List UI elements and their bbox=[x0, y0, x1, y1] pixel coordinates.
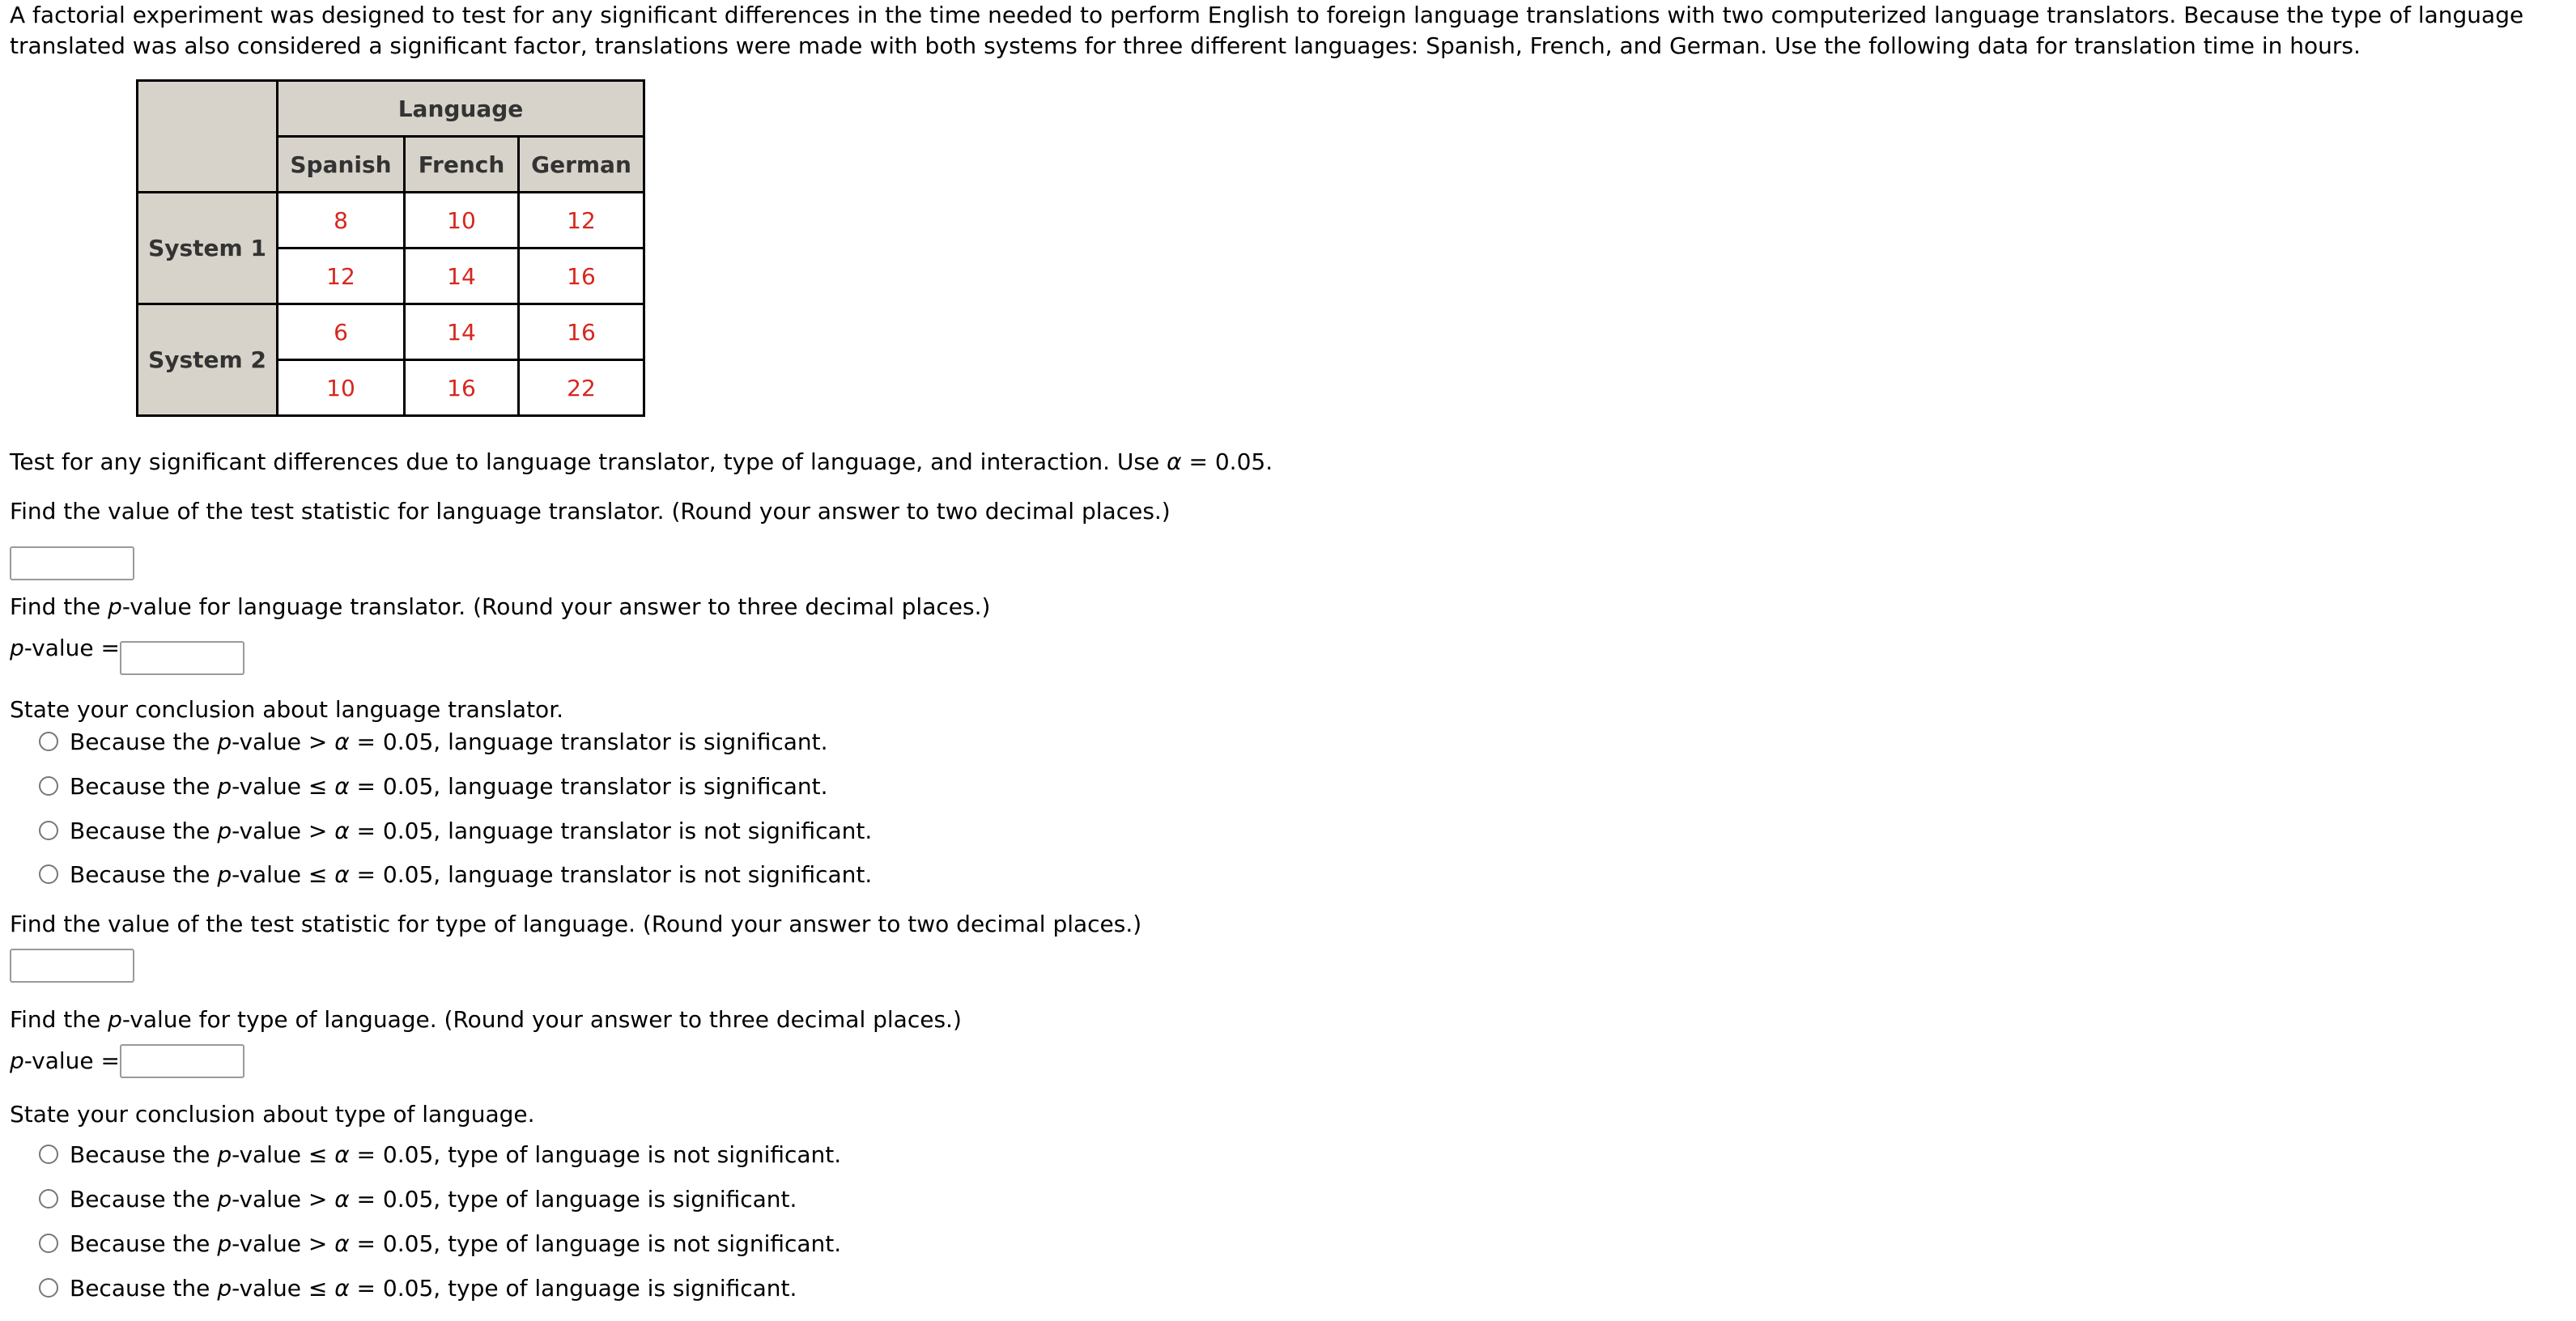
radio-button[interactable] bbox=[39, 1234, 58, 1253]
option-label bbox=[70, 1275, 797, 1302]
text: Test for any significant differences due to language translator, type of language, and interaction. Use bbox=[10, 448, 1167, 475]
p-symbol: p bbox=[217, 1230, 232, 1257]
radio-button[interactable] bbox=[39, 1145, 58, 1164]
table-cell: 10 bbox=[405, 193, 519, 248]
translation-time-table bbox=[136, 79, 645, 417]
text: -value = bbox=[23, 1047, 120, 1074]
text: Because the bbox=[70, 860, 218, 888]
alpha-symbol: α bbox=[334, 1274, 350, 1302]
radio-button[interactable] bbox=[39, 1189, 58, 1208]
column-header-spanish: Spanish bbox=[278, 137, 405, 193]
p-symbol: p bbox=[217, 1185, 232, 1213]
text: = 0.05, type of language is significant. bbox=[349, 1185, 797, 1213]
text: -value = bbox=[23, 635, 120, 661]
language-option-3[interactable] bbox=[39, 1227, 841, 1259]
text: -value > bbox=[232, 728, 335, 755]
text: = 0.05, language translator is not significant. bbox=[349, 860, 873, 888]
question-language-pvalue bbox=[10, 1005, 962, 1034]
text: -value > bbox=[232, 1185, 335, 1213]
p-symbol: p bbox=[10, 1047, 24, 1074]
table-cell: 16 bbox=[405, 360, 519, 416]
option-label bbox=[70, 728, 828, 755]
language-option-4[interactable] bbox=[39, 1272, 797, 1304]
option-label bbox=[70, 861, 872, 888]
radio-button[interactable] bbox=[39, 821, 58, 840]
text: -value > bbox=[232, 817, 335, 844]
table-cell: 14 bbox=[405, 304, 519, 360]
text: = 0.05, language translator is significant. bbox=[349, 728, 828, 755]
translator-option-1[interactable] bbox=[39, 725, 828, 758]
radio-button[interactable] bbox=[39, 864, 58, 884]
translator-option-3[interactable] bbox=[39, 814, 872, 847]
p-symbol: p bbox=[217, 772, 232, 800]
alpha-symbol: α bbox=[1167, 448, 1182, 475]
translator-statistic-input[interactable] bbox=[10, 546, 134, 580]
text: = 0.05, language translator is not significant. bbox=[349, 817, 873, 844]
intro-paragraph: A factorial experiment was designed to test for any significant differences in the time needed to perform English to foreign language translations with two computerized language translators. Because the type of language translated was also considered a significant factor, translations were made with both systems for three different languages: Spanish, French, and German. Use the following data for translation time in hours. bbox=[10, 2, 2524, 59]
radio-button[interactable] bbox=[39, 776, 58, 796]
question-translator-pvalue bbox=[10, 593, 990, 622]
language-option-2[interactable] bbox=[39, 1183, 797, 1215]
p-symbol: p bbox=[217, 728, 232, 755]
text: Because the bbox=[70, 772, 218, 800]
test-instruction bbox=[10, 448, 1273, 477]
radio-button[interactable] bbox=[39, 732, 58, 751]
alpha-symbol: α bbox=[334, 860, 350, 888]
row-header-system-2: System 2 bbox=[138, 304, 278, 416]
question-language-conclusion: State your conclusion about type of language. bbox=[10, 1101, 535, 1128]
translator-option-2[interactable] bbox=[39, 770, 828, 802]
text: -value ≤ bbox=[232, 860, 335, 888]
text: Because the bbox=[70, 1230, 218, 1257]
p-symbol: p bbox=[108, 593, 122, 620]
language-option-1[interactable] bbox=[39, 1138, 841, 1170]
table-cell: 12 bbox=[519, 193, 644, 248]
p-symbol: p bbox=[217, 860, 232, 888]
option-label bbox=[70, 773, 828, 800]
text: Because the bbox=[70, 1185, 218, 1213]
language-pvalue-input[interactable] bbox=[120, 1044, 244, 1078]
alpha-symbol: α bbox=[334, 817, 350, 844]
alpha-symbol: α bbox=[334, 1140, 350, 1168]
column-header-french: French bbox=[405, 137, 519, 193]
column-header-german: German bbox=[519, 137, 644, 193]
alpha-symbol: α bbox=[334, 1185, 350, 1213]
language-statistic-input[interactable] bbox=[10, 949, 134, 983]
row-header-system-1: System 1 bbox=[138, 193, 278, 304]
text: Because the bbox=[70, 1274, 218, 1302]
text: -value > bbox=[232, 1230, 335, 1257]
alpha-symbol: α bbox=[334, 772, 350, 800]
text: = 0.05. bbox=[1181, 448, 1273, 475]
option-label bbox=[70, 1141, 841, 1168]
table-cell: 22 bbox=[519, 360, 644, 416]
text: Because the bbox=[70, 817, 218, 844]
table-cell: 16 bbox=[519, 248, 644, 304]
p-symbol: p bbox=[217, 817, 232, 844]
table-cell: 14 bbox=[405, 248, 519, 304]
text: -value ≤ bbox=[232, 772, 335, 800]
text: -value ≤ bbox=[232, 1274, 335, 1302]
table-corner-cell bbox=[138, 81, 278, 193]
text: = 0.05, type of language is significant. bbox=[349, 1274, 797, 1302]
text: Because the bbox=[70, 1140, 218, 1168]
p-symbol: p bbox=[108, 1006, 122, 1033]
text: Find the bbox=[10, 1006, 108, 1033]
text: = 0.05, type of language is not significant. bbox=[349, 1140, 842, 1168]
table-cell: 10 bbox=[278, 360, 405, 416]
text: Find the bbox=[10, 593, 108, 620]
text: -value ≤ bbox=[232, 1140, 335, 1168]
translator-option-4[interactable] bbox=[39, 858, 872, 890]
question-language-statistic: Find the value of the test statistic for type of language. (Round your answer to two decimal places.) bbox=[10, 911, 1142, 937]
alpha-symbol: α bbox=[334, 1230, 350, 1257]
text: Because the bbox=[70, 728, 218, 755]
table-cell: 8 bbox=[278, 193, 405, 248]
text: -value for language translator. (Round your answer to three decimal places.) bbox=[121, 593, 991, 620]
translator-pvalue-label bbox=[10, 634, 120, 663]
table-cell: 12 bbox=[278, 248, 405, 304]
alpha-symbol: α bbox=[334, 728, 350, 755]
radio-button[interactable] bbox=[39, 1278, 58, 1298]
language-pvalue-label bbox=[10, 1047, 120, 1076]
question-translator-conclusion: State your conclusion about language translator. bbox=[10, 696, 564, 723]
translator-pvalue-input[interactable] bbox=[120, 641, 244, 675]
p-symbol: p bbox=[217, 1140, 232, 1168]
p-symbol: p bbox=[10, 635, 24, 661]
text: = 0.05, language translator is significant. bbox=[349, 772, 828, 800]
option-label bbox=[70, 818, 872, 844]
text: = 0.05, type of language is not significant. bbox=[349, 1230, 842, 1257]
table-cell: 16 bbox=[519, 304, 644, 360]
language-group-header: Language bbox=[278, 81, 644, 137]
question-translator-statistic: Find the value of the test statistic for language translator. (Round your answer to two decimal places.) bbox=[10, 498, 1171, 525]
option-label bbox=[70, 1186, 797, 1213]
p-symbol: p bbox=[217, 1274, 232, 1302]
table-cell: 6 bbox=[278, 304, 405, 360]
option-label bbox=[70, 1230, 841, 1257]
text: -value for type of language. (Round your answer to three decimal places.) bbox=[121, 1006, 962, 1033]
